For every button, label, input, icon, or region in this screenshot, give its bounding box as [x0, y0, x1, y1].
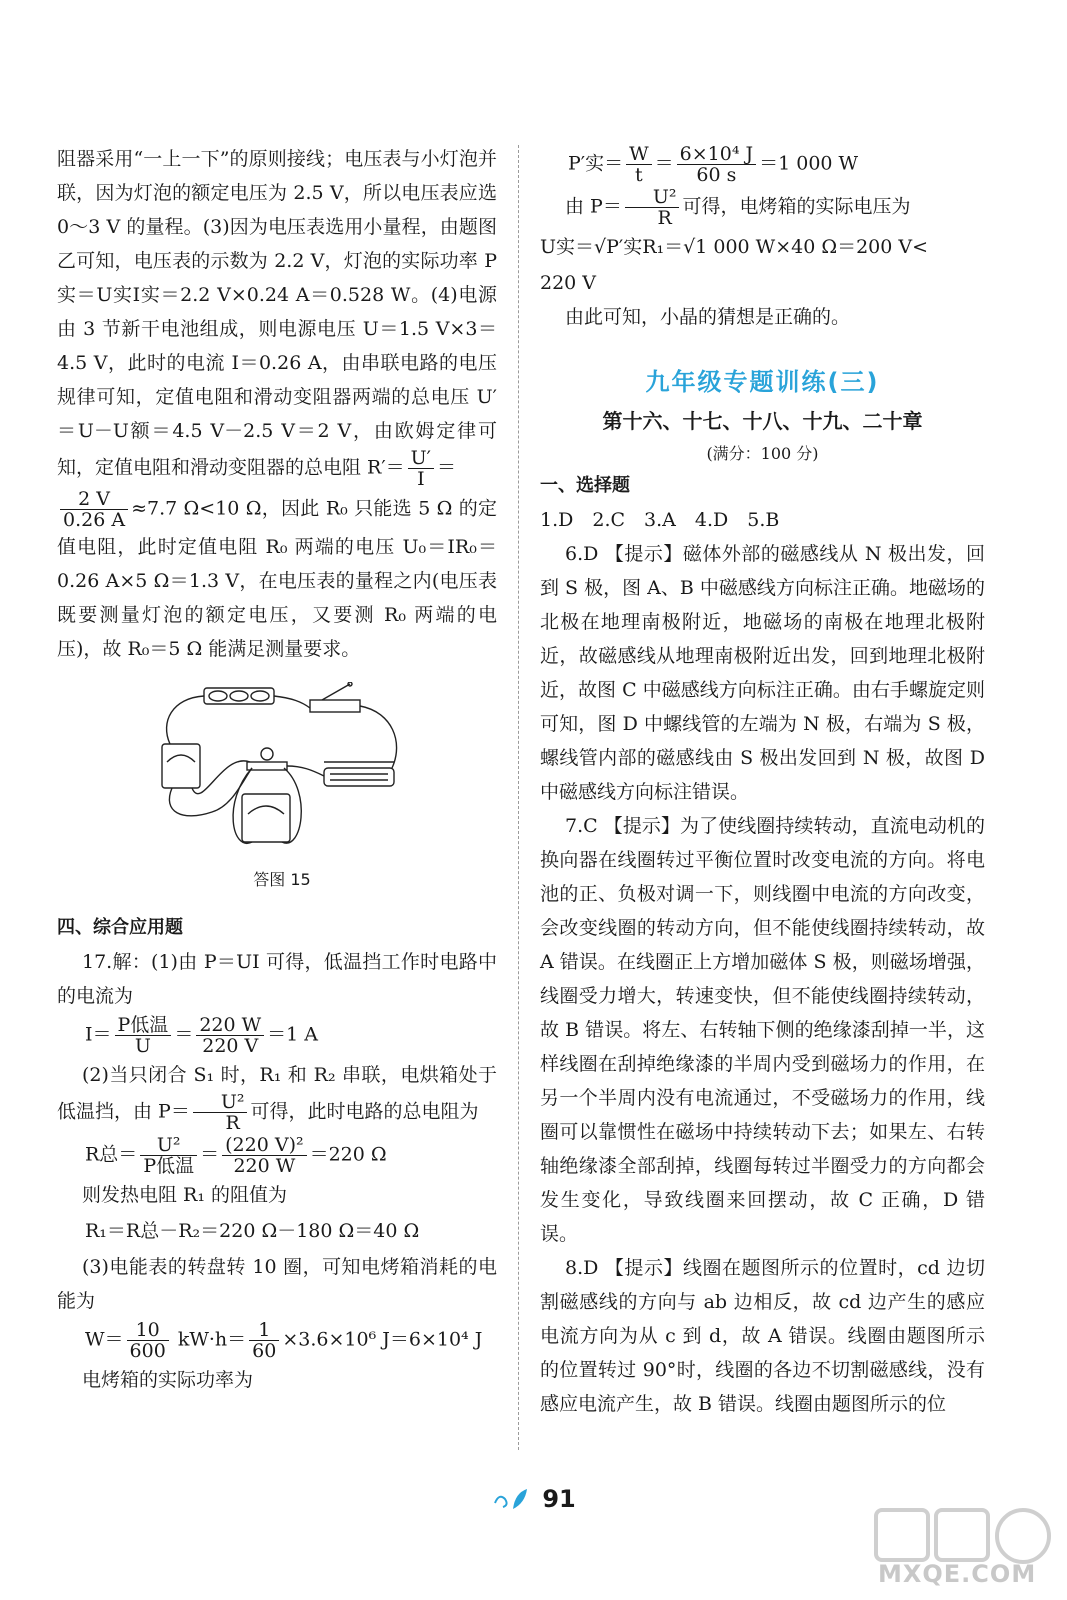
equation-actual-voltage: U实＝√P′实R₁＝√1 000 W×40 Ω＝200 V< — [540, 236, 929, 258]
right-column — [540, 142, 985, 1421]
equation-r1: R₁＝R总－R₂＝220 Ω－180 Ω＝40 Ω — [85, 1220, 420, 1242]
full-score: (满分：100 分) — [706, 444, 819, 463]
swirl-leaf-icon — [491, 1485, 531, 1513]
q17-part3: (3)电能表的转盘转 10 圈，可知电烤箱消耗的电能为 — [57, 1256, 497, 1312]
bulb — [261, 748, 273, 760]
voltmeter — [242, 794, 290, 842]
equation-energy: W＝ $\frac{10}{600}$ kW·h＝ $\frac{1}{60}$ ×3.6×10⁶ J＝6×10⁴ J — [85, 1319, 483, 1362]
paragraph-circuit-analysis: 阻器采用“一上一下”的原则接线；电压表与小灯泡并联，因为灯泡的额定电压为 2.5 V，所以电压表应选 0～3 V 的量程。(3)因为电压表选用小量程，由题图乙可知，电压表的示数为 2.2 V，灯泡的实际功率 P实＝U实I实＝2.2 V×0.24 A＝0.528 W。(4)电源由 3 节新干电池组成，则电源电压 U＝1.5 V×3＝4.5 V，此时的电流 I＝0.26 A，由串联电路的电压规律可知，定值电阻和滑动变阻器两端的总电压 U′＝U－U额＝4.5 V－2.5 V＝2 V，由欧姆定律可知，定值电阻和滑动变阻器的总电阻 R′＝ $\frac{U'}{I}$ ＝ — [57, 148, 497, 490]
conclusion-text: 由此可知，小晶的猜想是正确的。 — [565, 306, 851, 328]
answer-q7: 7.C 【提示】为了使线圈持续转动，直流电动机的换向器在线圈转过平衡位置时改变电流的方向。将电池的正、负极对调一下，则线圈中电流的方向改变，会改变线圈的转动方向，但不能使线圈持续转动，故 A 错误。在线圈正上方增加磁体 S 极，则磁场增强，线圈受力增大，转速变快，但不能使线圈持续转动，故 B 错误。将左、右转轴下侧的绝缘漆刮掉一半，这样线圈在刮掉绝缘漆的半周内受到磁场力的作用，在另一个半周内没有电流通过，不受磁场力的作用，线圈可以靠惯性在磁场中持续转动下去；如果左、右转轴绝缘漆全部刮掉，线圈每转过半圈受力的方向都会发生变化，导致线圈来回摆动，故 C 正确，D 错误。 — [540, 815, 985, 1245]
column-divider — [518, 145, 519, 1450]
equation-total-resistance: R总＝ $\frac{\text{U²}}{\text{P低温}}$ ＝ $\frac{\text{(220 V)²}}{220 W}$ ＝220 Ω — [85, 1134, 387, 1177]
answer-q6: 6.D 【提示】磁体外部的磁感线从 N 极出发，回到 S 极，图 A、B 中磁感线方向标注正确。地磁场的北极在地理南极附近，地磁场的南极在地理北极附近，故磁感线从地理南极附近出发，回到地理北极附近，故图 C 中磁感线方向标注正确。由右手螺旋定则可知，图 D 中螺线管的左端为 N 极，右端为 S 极，螺线管内部的磁感线由 S 极出发回到 N 极，故图 D 中磁感线方向标注错误。 — [540, 543, 985, 803]
section-heading-1: 一、选择题 — [540, 475, 630, 496]
equation-current: I＝ $\frac{\text{P低温}}{U}$ ＝ $\frac{220 W}{220 V}$ ＝1 A — [85, 1014, 319, 1057]
switch — [310, 700, 360, 712]
fraction: $\frac{2 V}{0.26 A}$ — [60, 489, 128, 530]
left-column — [57, 142, 497, 1397]
q17-power-text: 电烤箱的实际功率为 — [82, 1369, 254, 1391]
rheostat — [324, 768, 394, 786]
watermark-text: MXQE.COM — [878, 1560, 1037, 1588]
q17-intro: 17.解：(1)由 P＝UI 可得，低温挡工作时电路中的电流为 — [57, 951, 497, 1007]
equation-actual-power: P′实＝ $\frac{W}{t}$ ＝ $\frac{\text{6×10⁴ J}}{60 s}$ ＝1 000 W — [568, 143, 859, 186]
answer-q8: 8.D 【提示】线圈在题图所示的位置时，cd 边切割磁感线的方向与 ab 边相反，故 cd 边产生的感应电流方向为从 c 到 d，故 A 错误。线圈由题图所示的位置转过 90°时，线圈的各边不切割磁感线，没有感应电流产生，故 B 错误。线圈由题图所示的位 — [540, 1257, 985, 1415]
figure-caption: 答图 15 — [253, 870, 311, 889]
section-title: 九年级专题训练(三) — [645, 368, 880, 396]
paragraph-resistor-choice: $\frac{2 V}{0.26 A}$ ≈7.7 Ω<10 Ω，因此 R₀ 只能选 5 Ω 的定值电阻，此时定值电阻 R₀ 两端的电压 U₀＝IR₀＝0.26 A×5 Ω＝1.3 V，在电压表的量程之内(电压表既要测量灯泡的额定电压，又要测 R₀ 两端的电压)，故 R₀＝5 Ω 能满足测量要求。 — [57, 488, 497, 660]
q17-part2: (2)当只闭合 S₁ 时，R₁ 和 R₂ 串联，电烘箱处于低温挡，由 P＝ $\frac{\text{U²}}{R}$ 可得，此时电路的总电阻为 — [57, 1064, 497, 1134]
q17-r1-text: 则发热电阻 R₁ 的阻值为 — [82, 1184, 288, 1206]
answers-1-5: 1.D 2.C 3.A 4.D 5.B — [540, 509, 780, 531]
fraction: $\frac{U'}{I}$ — [408, 448, 434, 489]
circuit-figure — [152, 682, 412, 895]
chapter-subtitle: 第十六、十七、十八、十九、二十章 — [602, 409, 923, 433]
ammeter — [162, 744, 200, 788]
section-heading-4: 四、综合应用题 — [57, 917, 183, 938]
actual-voltage-text: 由 P＝ $\frac{\text{U²}}{R}$ 可得，电烤箱的实际电压为 — [565, 186, 911, 229]
equation-actual-voltage-tail: 220 V — [540, 272, 597, 294]
circuit-diagram — [152, 682, 412, 857]
page-number: 91 — [542, 1485, 576, 1513]
